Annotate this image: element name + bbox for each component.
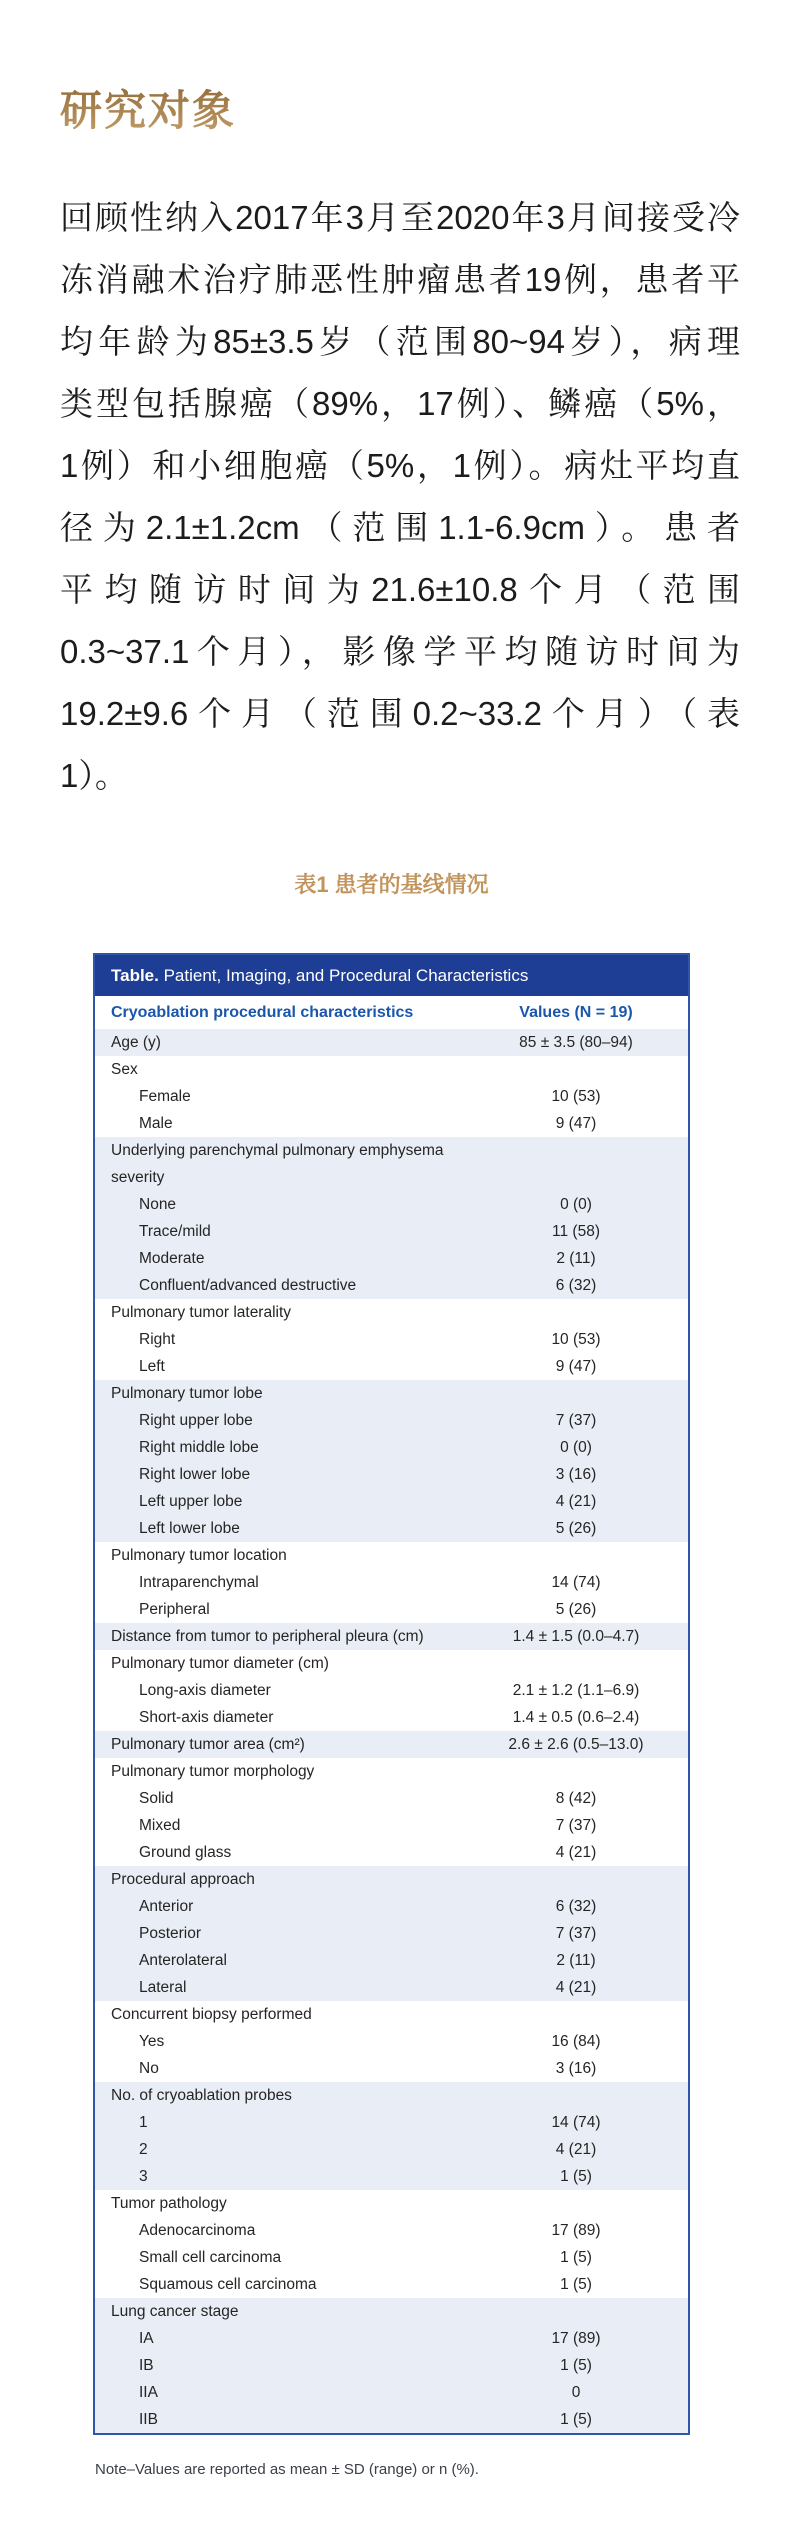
table-group <box>95 1758 688 1866</box>
row-value <box>476 2001 676 2028</box>
paragraph-line: 回顾性纳入2017年3月至2020年3月间接受冷 <box>60 199 740 236</box>
row-label: Confluent/advanced destructive <box>139 1277 357 1294</box>
table-row <box>95 1974 688 2001</box>
row-label: Mixed <box>139 1817 181 1834</box>
table-row <box>95 1542 688 1569</box>
table-row <box>95 1947 688 1974</box>
paragraph-line: 1）。 <box>60 757 128 794</box>
row-value: 7 (37) <box>555 1412 597 1429</box>
row-label: Age (y) <box>111 1034 161 1051</box>
row-value: 4 (21) <box>555 2141 597 2158</box>
row-value <box>476 1650 676 1677</box>
table-row <box>95 1866 688 1893</box>
row-label: None <box>139 1196 177 1213</box>
row-label: IIA <box>139 2384 158 2401</box>
row-value: 1 (5) <box>560 2357 592 2374</box>
row-label: Trace/mild <box>139 1223 211 1240</box>
row-label: Pulmonary tumor lobe <box>111 1385 263 1402</box>
row-value: 10 (53) <box>551 1331 601 1348</box>
row-label: Tumor pathology <box>111 2195 227 2212</box>
row-value: 1 (5) <box>560 2249 592 2266</box>
table-group <box>95 1623 688 1650</box>
table-row <box>95 1812 688 1839</box>
row-label: Left <box>139 1358 165 1375</box>
row-value: 1 (5) <box>560 2411 592 2428</box>
table-row <box>95 1137 688 1191</box>
row-value: 5 (26) <box>555 1520 597 1537</box>
row-label: Ground glass <box>139 1844 232 1861</box>
table-row <box>95 2217 688 2244</box>
row-value <box>476 1542 676 1569</box>
table-row <box>95 1920 688 1947</box>
row-label: Peripheral <box>139 1601 210 1618</box>
table-group <box>95 1380 688 1542</box>
table-row <box>95 1029 688 1056</box>
row-value: 1 (5) <box>560 2276 592 2293</box>
table-row <box>95 2244 688 2271</box>
paragraph-line: 0.3~37.1个月），影像学平均随访时间为 <box>60 633 740 670</box>
table-row <box>95 1677 688 1704</box>
table-row <box>95 1380 688 1407</box>
table-row <box>95 2406 688 2433</box>
row-value: 1 (5) <box>560 2168 592 2185</box>
table-group <box>95 1650 688 1731</box>
table-row <box>95 1515 688 1542</box>
paragraph-line: 径为2.1±1.2cm（范围1.1-6.9cm）。患者 <box>60 509 740 546</box>
table-row <box>95 1650 688 1677</box>
table-row <box>95 2190 688 2217</box>
row-value: 2 (11) <box>556 1250 596 1267</box>
row-label: Yes <box>139 2033 165 2050</box>
table-group <box>95 1731 688 1758</box>
row-value: 2.1 ± 1.2 (1.1–6.9) <box>512 1682 640 1699</box>
table-row <box>95 1893 688 1920</box>
table-group <box>95 1137 688 1299</box>
row-value: 4 (21) <box>555 1979 597 1996</box>
row-label: Solid <box>139 1790 174 1807</box>
row-label: Right middle lobe <box>139 1439 259 1456</box>
row-value: 8 (42) <box>555 1790 597 1807</box>
row-label: Underlying parenchymal pulmonary emphysema severity <box>111 1142 444 1186</box>
row-label: No. of cryoablation probes <box>111 2087 292 2104</box>
table-title-label: Table. <box>111 966 159 985</box>
row-label: Pulmonary tumor area (cm²) <box>111 1736 305 1753</box>
table-row <box>95 2109 688 2136</box>
row-value <box>476 1137 676 1191</box>
table-row <box>95 2352 688 2379</box>
row-value <box>476 2082 676 2109</box>
row-value: 17 (89) <box>551 2222 601 2239</box>
table-row <box>95 1461 688 1488</box>
row-label: Small cell carcinoma <box>139 2249 282 2266</box>
row-label: Male <box>139 1115 173 1132</box>
row-value: 0 (0) <box>560 1196 592 1213</box>
paragraph-line: 冻消融术治疗肺恶性肿瘤患者19例，患者平 <box>60 261 740 298</box>
row-label: IB <box>139 2357 154 2374</box>
table-row <box>95 1056 688 1083</box>
table-row <box>95 1245 688 1272</box>
paragraph-line: 平均随访时间为21.6±10.8个月（范围 <box>60 571 740 608</box>
row-value: 7 (37) <box>555 1925 597 1942</box>
row-value: 85 ± 3.5 (80–94) <box>519 1034 633 1051</box>
table-row <box>95 1218 688 1245</box>
row-value: 4 (21) <box>555 1844 597 1861</box>
row-label: Lung cancer stage <box>111 2303 239 2320</box>
paragraph <box>60 187 740 807</box>
table-row <box>95 1569 688 1596</box>
table-row <box>95 1704 688 1731</box>
row-value: 16 (84) <box>551 2033 601 2050</box>
row-value: 3 (16) <box>555 2060 597 2077</box>
row-label: Moderate <box>139 1250 205 1267</box>
row-value: 0 (0) <box>560 1439 592 1456</box>
table-group <box>95 2082 688 2190</box>
row-value: 17 (89) <box>551 2330 601 2347</box>
table-row <box>95 2055 688 2082</box>
table-group <box>95 1542 688 1623</box>
table-row <box>95 2271 688 2298</box>
row-label: Right <box>139 1331 176 1348</box>
row-label: No <box>139 2060 159 2077</box>
row-label: 2 <box>139 2141 148 2158</box>
column-header-values: Values (N = 19) <box>519 1004 633 1021</box>
row-label: Squamous cell carcinoma <box>139 2276 317 2293</box>
table-row <box>95 1488 688 1515</box>
row-label: 3 <box>139 2168 148 2185</box>
row-label: Procedural approach <box>111 1871 255 1888</box>
row-value: 9 (47) <box>555 1115 597 1132</box>
table-row <box>95 1191 688 1218</box>
paragraph-line: 类型包括腺癌（89%，17例）、鳞癌（5%， <box>60 385 740 422</box>
paragraph-line: 19.2±9.6个月（范围0.2~33.2个月）（表 <box>60 695 740 732</box>
row-label: Pulmonary tumor location <box>111 1547 287 1564</box>
row-value: 14 (74) <box>551 2114 601 2131</box>
table-row <box>95 1758 688 1785</box>
row-value <box>476 1758 676 1785</box>
table-row <box>95 2001 688 2028</box>
table-note: Note–Values are reported as mean ± SD (range) or n (%). <box>95 2461 479 2478</box>
table-caption: 表1 患者的基线情况 <box>294 872 489 897</box>
table-title-bar <box>95 955 688 996</box>
row-label: Pulmonary tumor morphology <box>111 1763 315 1780</box>
table-row <box>95 1785 688 1812</box>
table-group <box>95 1866 688 2001</box>
paragraph-line: 1例）和小细胞癌（5%，1例）。病灶平均直 <box>60 447 740 484</box>
table-group <box>95 1056 688 1137</box>
row-value: 11 (58) <box>552 1223 600 1240</box>
row-value <box>476 2190 676 2217</box>
row-label: Anterior <box>139 1898 194 1915</box>
row-value <box>476 1299 676 1326</box>
table-row <box>95 2136 688 2163</box>
table-row <box>95 1110 688 1137</box>
row-label: Posterior <box>139 1925 202 1942</box>
table-row <box>95 1623 688 1650</box>
section-heading: 研究对象 <box>60 78 236 138</box>
row-value: 1.4 ± 0.5 (0.6–2.4) <box>512 1709 640 1726</box>
table-group <box>95 2001 688 2082</box>
row-label: Anterolateral <box>139 1952 227 1969</box>
table-row <box>95 1407 688 1434</box>
row-value: 5 (26) <box>555 1601 597 1618</box>
table-row <box>95 1434 688 1461</box>
row-label: IA <box>139 2330 154 2347</box>
row-value <box>476 1380 676 1407</box>
row-value: 1.4 ± 1.5 (0.0–4.7) <box>512 1628 640 1645</box>
row-label: Lateral <box>139 1979 187 1996</box>
row-value: 2.6 ± 2.6 (0.5–13.0) <box>508 1736 644 1753</box>
table-row <box>95 2082 688 2109</box>
row-label: Left lower lobe <box>139 1520 240 1537</box>
row-label: Short-axis diameter <box>139 1709 274 1726</box>
row-value: 0 <box>571 2384 581 2401</box>
row-value: 9 (47) <box>555 1358 597 1375</box>
row-label: IIB <box>139 2411 158 2428</box>
row-label: Distance from tumor to peripheral pleura (cm) <box>111 1628 424 1645</box>
row-value: 4 (21) <box>555 1493 597 1510</box>
table-body <box>95 1029 688 2433</box>
row-label: Pulmonary tumor diameter (cm) <box>111 1655 329 1672</box>
table-row <box>95 1596 688 1623</box>
row-label: Sex <box>111 1061 138 1078</box>
row-label: Long-axis diameter <box>139 1682 271 1699</box>
table-group <box>95 1029 688 1056</box>
row-label: Female <box>139 1088 191 1105</box>
table-title-text: Patient, Imaging, and Procedural Characteristics <box>158 966 529 985</box>
row-value: 7 (37) <box>555 1817 597 1834</box>
row-label: Intraparenchymal <box>139 1574 259 1591</box>
table-column-header <box>95 996 688 1029</box>
table-row <box>95 1272 688 1299</box>
table-row <box>95 2325 688 2352</box>
row-value: 6 (32) <box>555 1898 597 1915</box>
table-group <box>95 2190 688 2298</box>
row-value <box>476 1866 676 1893</box>
row-label: Adenocarcinoma <box>139 2222 256 2239</box>
table-row <box>95 2379 688 2406</box>
table-group <box>95 1299 688 1380</box>
row-value: 14 (74) <box>551 1574 601 1591</box>
row-label: 1 <box>139 2114 148 2131</box>
row-label: Pulmonary tumor laterality <box>111 1304 292 1321</box>
column-header-characteristic: Cryoablation procedural characteristics <box>111 1004 414 1021</box>
row-label: Right upper lobe <box>139 1412 253 1429</box>
table-row <box>95 1326 688 1353</box>
table-row <box>95 2163 688 2190</box>
table-row <box>95 1299 688 1326</box>
table-row <box>95 1083 688 1110</box>
row-value: 3 (16) <box>555 1466 597 1483</box>
row-label: Concurrent biopsy performed <box>111 2006 312 2023</box>
table-group <box>95 2298 688 2433</box>
row-value <box>476 2298 676 2325</box>
row-value: 6 (32) <box>555 1277 597 1294</box>
row-value: 2 (11) <box>556 1952 596 1969</box>
row-label: Right lower lobe <box>139 1466 251 1483</box>
row-label: Left upper lobe <box>139 1493 243 1510</box>
paragraph-line: 均年龄为85±3.5岁（范围80~94岁），病理 <box>60 323 740 360</box>
table-row <box>95 2028 688 2055</box>
row-value: 10 (53) <box>551 1088 601 1105</box>
row-value <box>476 1056 676 1083</box>
table-row <box>95 1839 688 1866</box>
table-row <box>95 2298 688 2325</box>
table-row <box>95 1353 688 1380</box>
characteristics-table <box>93 953 690 2435</box>
table-row <box>95 1731 688 1758</box>
